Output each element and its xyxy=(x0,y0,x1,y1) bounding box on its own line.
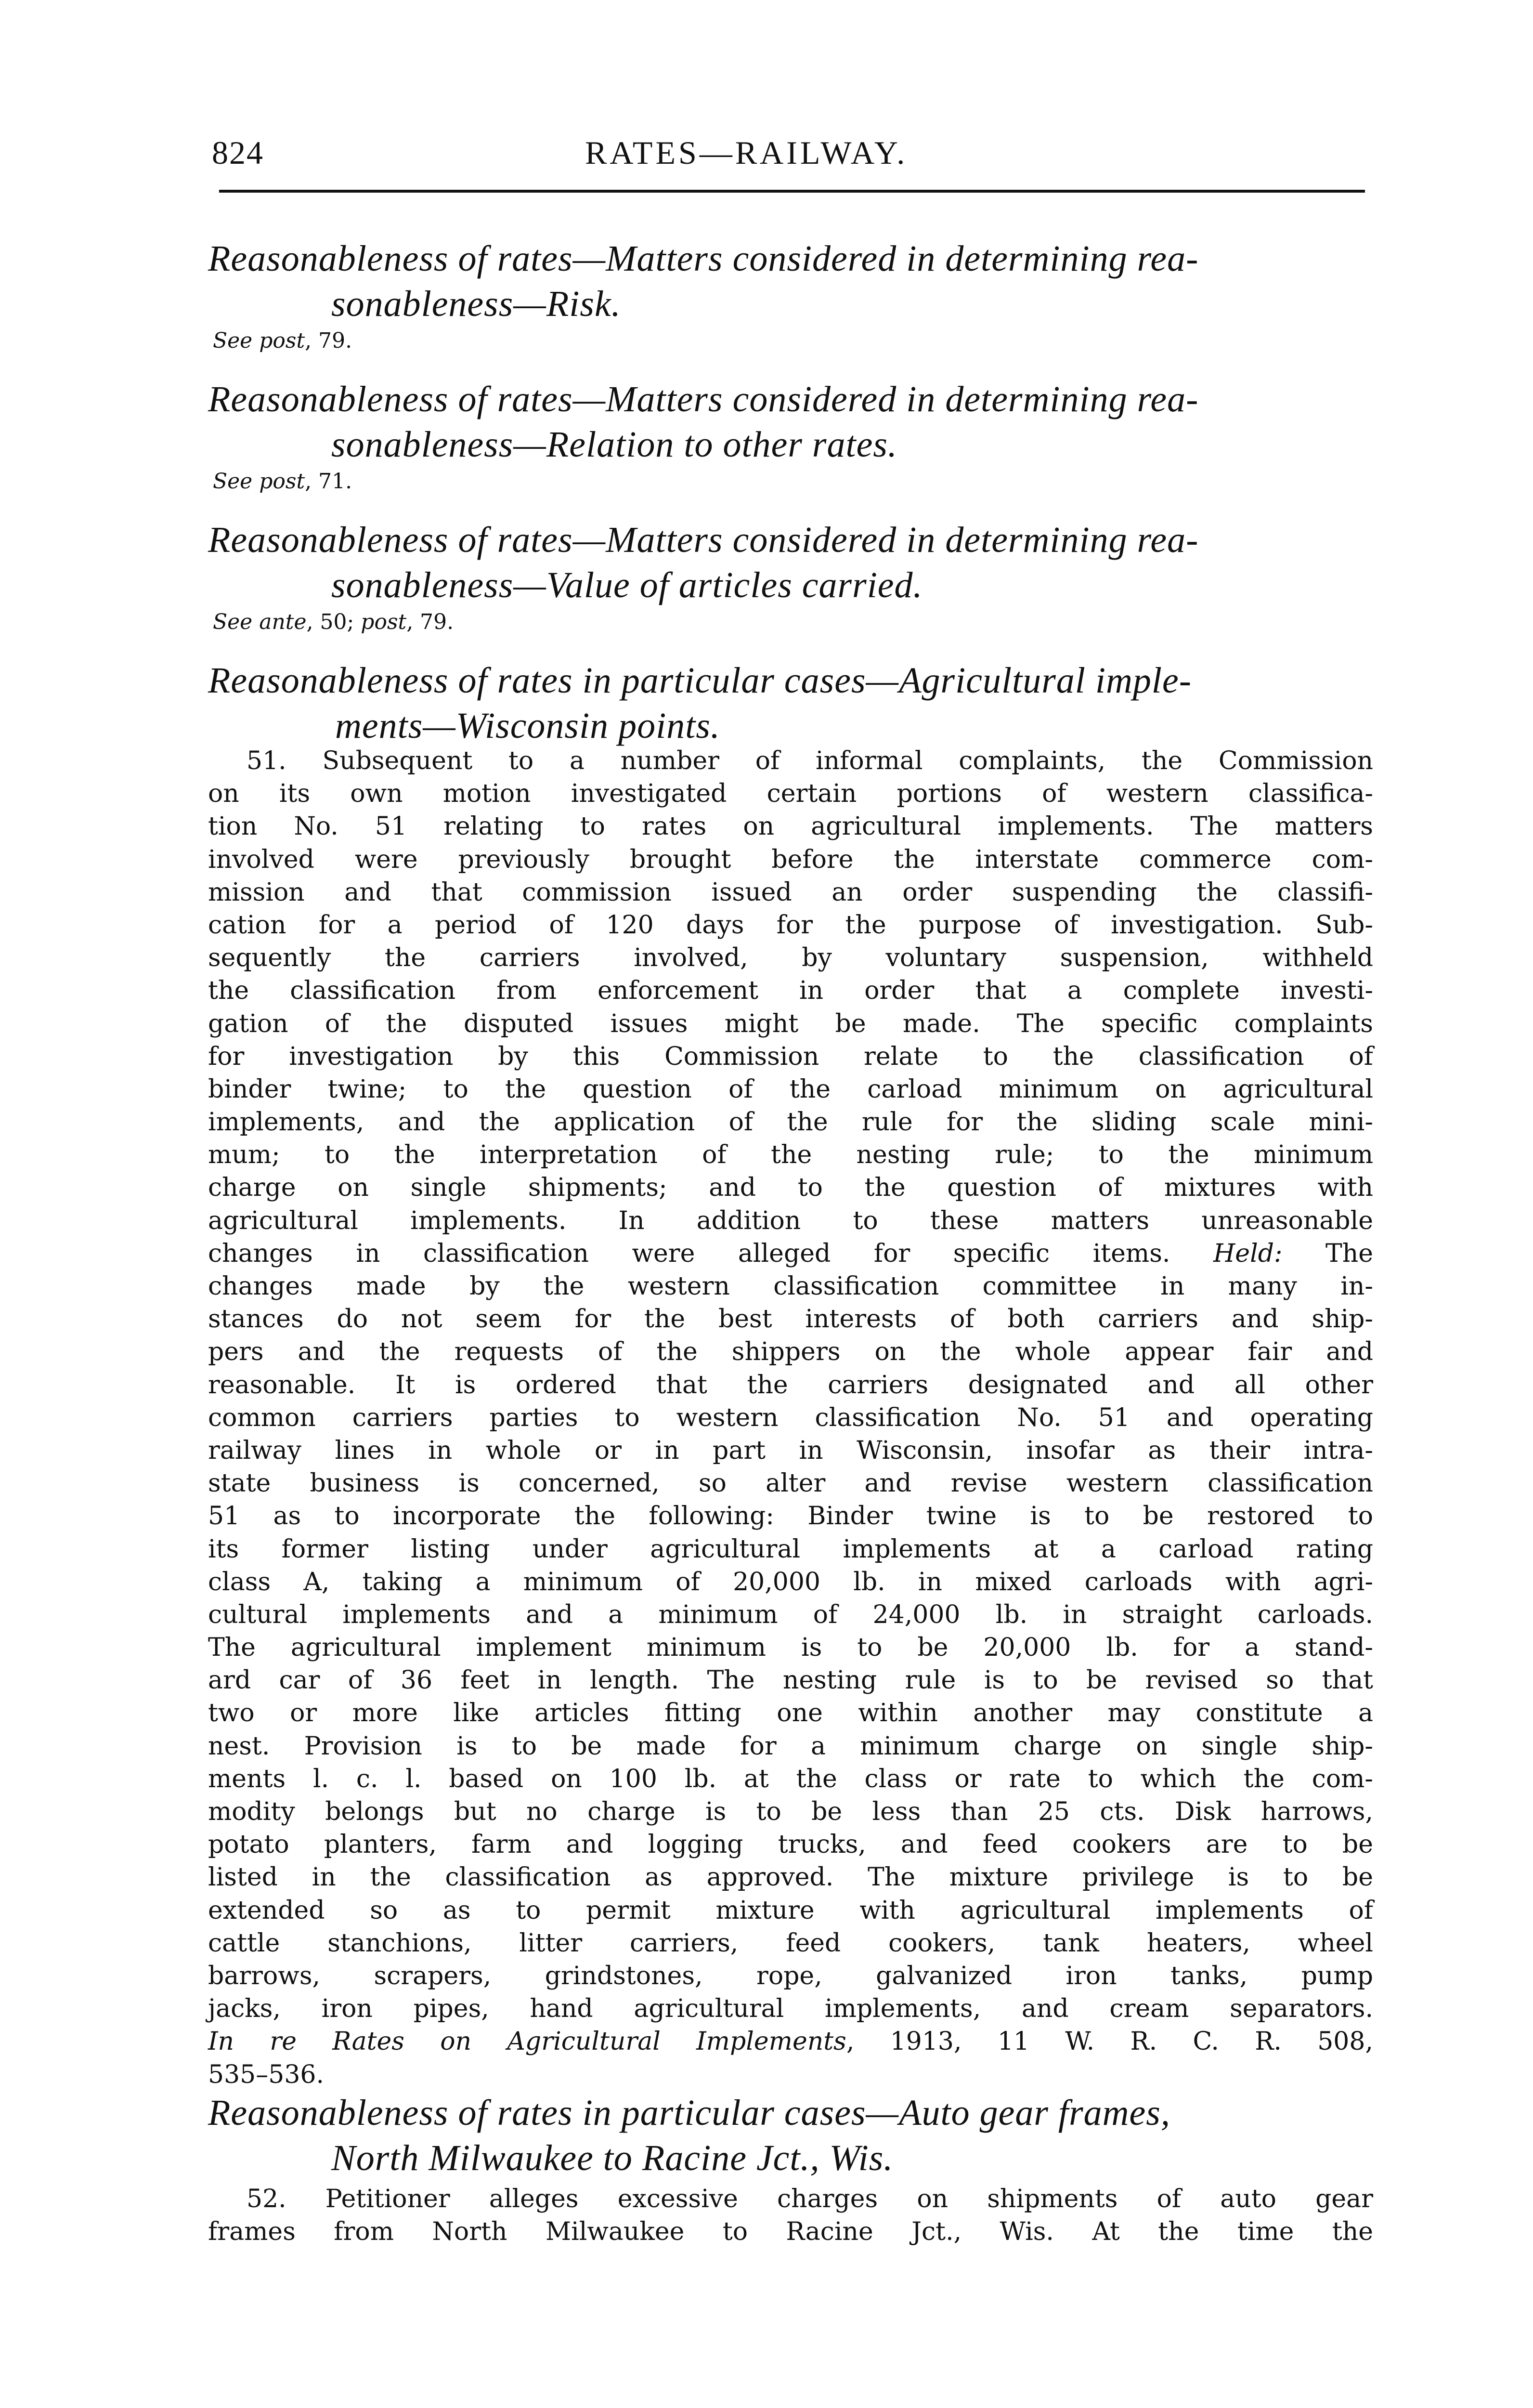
text-line: modity belongs but no charge is to be less than 25 cts. Disk harrows, xyxy=(208,1797,1373,1826)
text-line: 51 as to incorporate the following: Binder twine is to be restored to xyxy=(208,1502,1373,1531)
entry-heading-cont: sonableness—Relation to other rates. xyxy=(331,424,897,465)
text-line: implements, and the application of the rule for the sliding scale mini- xyxy=(208,1108,1373,1137)
see-reference xyxy=(213,608,1373,637)
text-line: 51. Subsequent to a number of informal complaints, the Commission xyxy=(247,746,1373,775)
see-mid: , 50; xyxy=(306,610,361,634)
entry-agricultural-implements xyxy=(208,658,1373,748)
text-line: barrows, scrapers, grindstones, rope, galvanized iron tanks, pump xyxy=(208,1961,1373,1990)
see-label: See post xyxy=(213,469,305,494)
see-label: See post xyxy=(213,328,305,353)
text-run: The xyxy=(1282,1239,1373,1268)
entry-risk xyxy=(208,236,1373,355)
see-tail: , 79. xyxy=(406,610,454,634)
text-line: reasonable. It is ordered that the carriers designated and all other xyxy=(208,1370,1373,1400)
paragraph-51 xyxy=(208,745,1373,2091)
case-citation: In re Rates on Agricultural Implements xyxy=(208,2027,846,2056)
entry-heading: Reasonableness of rates—Matters considered in determining rea- xyxy=(208,520,1199,560)
text-line: binder twine; to the question of the carload minimum on agricultural xyxy=(208,1074,1373,1104)
see-tail: , 79. xyxy=(305,328,352,353)
text-line: pers and the requests of the shippers on the whole appear fair and xyxy=(208,1337,1373,1367)
entry-heading: Reasonableness of rates in particular cases—Auto gear frames, xyxy=(208,2093,1170,2133)
text-line xyxy=(208,1237,1373,1270)
entry-auto-gear-frames xyxy=(208,2090,1373,2181)
see-label-2: post xyxy=(361,610,407,634)
entry-relation-to-other-rates xyxy=(208,377,1373,496)
entry-heading: Reasonableness of rates in particular cases—Agricultural imple- xyxy=(208,660,1192,701)
text-line: on its own motion investigated certain portions of western classifica- xyxy=(208,779,1373,809)
text-line: its former listing under agricultural implements at a carload rating xyxy=(208,1534,1373,1564)
page-number: 824 xyxy=(212,134,264,171)
text-run: changes in classification were alleged for specific items. xyxy=(208,1239,1213,1268)
text-line: The agricultural implement minimum is to be 20,000 lb. for a stand- xyxy=(208,1633,1373,1662)
text-line: cultural implements and a minimum of 24,000 lb. in straight carloads. xyxy=(208,1600,1373,1629)
text-line: railway lines in whole or in part in Wisconsin, insofar as their intra- xyxy=(208,1436,1373,1465)
see-reference xyxy=(213,327,1373,355)
text-line: frames from North Milwaukee to Racine Jct., Wis. At the time the xyxy=(208,2217,1373,2247)
text-line: stances do not seem for the best interests of both carriers and ship- xyxy=(208,1305,1373,1334)
text-line: gation of the disputed issues might be made. The specific complaints xyxy=(208,1009,1373,1038)
text-line: agricultural implements. In addition to these matters unreasonable xyxy=(208,1206,1373,1235)
entry-value-of-articles xyxy=(208,517,1373,637)
text-line: for investigation by this Commission relate to the classification of xyxy=(208,1042,1373,1071)
text-line: cation for a period of 120 days for the purpose of investigation. Sub- xyxy=(208,910,1373,940)
citation-tail: , 1913, 11 W. R. C. R. 508, xyxy=(846,2027,1374,2056)
text-line: sequently the carriers involved, by voluntary suspension, withheld xyxy=(208,943,1373,973)
text-line: changes made by the western classification committee in many in- xyxy=(208,1272,1373,1301)
text-line: two or more like articles fitting one within another may constitute a xyxy=(208,1699,1373,1728)
entry-heading: Reasonableness of rates—Matters considered in determining rea- xyxy=(208,238,1199,279)
header-rule xyxy=(219,190,1365,193)
entry-heading-cont: sonableness—Value of articles carried. xyxy=(331,565,923,605)
text-line: tion No. 51 relating to rates on agricultural implements. The matters xyxy=(208,812,1373,841)
held-label: Held: xyxy=(1213,1239,1283,1268)
text-line: listed in the classification as approved. The mixture privilege is to be xyxy=(208,1863,1373,1892)
text-line: class A, taking a minimum of 20,000 lb. in mixed carloads with agri- xyxy=(208,1567,1373,1597)
text-line: ard car of 36 feet in length. The nesting rule is to be revised so that xyxy=(208,1666,1373,1695)
text-line: ments l. c. l. based on 100 lb. at the class or rate to which the com- xyxy=(208,1764,1373,1793)
text-line: the classification from enforcement in order that a complete investi- xyxy=(208,976,1373,1006)
text-line: charge on single shipments; and to the question of mixtures with xyxy=(208,1173,1373,1203)
citation-pages: 535–536. xyxy=(208,2060,325,2089)
text-line: involved were previously brought before the interstate commerce com- xyxy=(208,845,1373,874)
text-line: jacks, iron pipes, hand agricultural implements, and cream separators. xyxy=(208,1994,1373,2024)
text-line: 52. Petitioner alleges excessive charges on shipments of auto gear xyxy=(247,2185,1373,2213)
paragraph-52 xyxy=(208,2183,1373,2248)
text-line: cattle stanchions, litter carriers, feed cookers, tank heaters, wheel xyxy=(208,1928,1373,1958)
running-head: RATES—RAILWAY. xyxy=(585,134,908,171)
see-reference xyxy=(213,467,1373,496)
entry-heading-cont: North Milwaukee to Racine Jct., Wis. xyxy=(331,2138,894,2178)
entry-heading-cont: ments—Wisconsin points. xyxy=(335,706,720,746)
text-line: common carriers parties to western classification No. 51 and operating xyxy=(208,1403,1373,1432)
entry-heading: Reasonableness of rates—Matters considered in determining rea- xyxy=(208,379,1199,419)
see-tail: , 71. xyxy=(305,469,352,494)
text-line: potato planters, farm and logging trucks, and feed cookers are to be xyxy=(208,1830,1373,1859)
text-line: nest. Provision is to be made for a minimum charge on single ship- xyxy=(208,1731,1373,1761)
text-line: extended so as to permit mixture with agricultural implements of xyxy=(208,1896,1373,1925)
see-label: See ante xyxy=(213,610,307,634)
text-line: mission and that commission issued an order suspending the classifi- xyxy=(208,877,1373,907)
text-line: mum; to the interpretation of the nesting rule; to the minimum xyxy=(208,1140,1373,1170)
citation-line xyxy=(208,2025,1373,2058)
entry-heading-cont: sonableness—Risk. xyxy=(331,284,621,324)
text-line: state business is concerned, so alter and revise western classification xyxy=(208,1469,1373,1498)
